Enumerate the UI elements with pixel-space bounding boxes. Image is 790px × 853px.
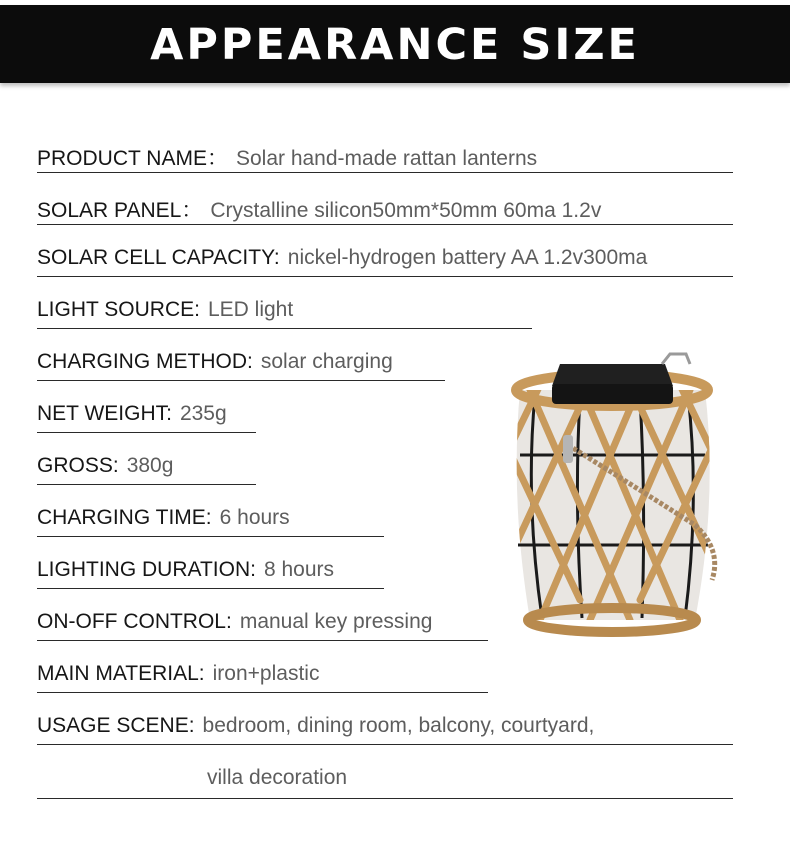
spec-label: SOLAR CELL CAPACITY: — [37, 246, 280, 269]
spec-value: 6 hours — [219, 506, 290, 529]
spec-label: LIGHTING DURATION: — [37, 558, 256, 581]
spec-label: CHARGING TIME: — [37, 506, 212, 529]
rattan-lantern-icon — [490, 350, 750, 660]
spec-value: bedroom, dining room, balcony, courtyard, — [202, 714, 595, 737]
spec-value: iron+plastic — [212, 662, 320, 685]
spec-label: CHARGING METHOD: — [37, 350, 253, 373]
spec-row-charging-method — [37, 350, 445, 381]
spec-label: LIGHT SOURCE: — [37, 298, 200, 321]
spec-label: USAGE SCENE: — [37, 714, 195, 737]
spec-value: manual key pressing — [239, 610, 433, 633]
spec-value: villa decoration — [207, 766, 348, 789]
spec-row-main-material — [37, 662, 488, 693]
spec-value: LED light — [207, 298, 294, 321]
spec-row-light-source — [37, 298, 532, 329]
spec-row-net-weight — [37, 402, 256, 433]
spec-row-usage-scene — [37, 714, 733, 745]
spec-value: 380g — [126, 454, 174, 477]
spec-row-on-off-control — [37, 610, 488, 641]
spec-value: 8 hours — [263, 558, 334, 581]
spec-row-solar-panel — [37, 194, 733, 225]
spec-label: GROSS: — [37, 454, 119, 477]
spec-label: SOLAR PANEL： — [37, 199, 203, 222]
spec-row-gross — [37, 454, 256, 485]
spec-row-lighting-duration — [37, 558, 384, 589]
page-title: APPEARANCE SIZE — [150, 20, 640, 70]
spec-value: 235g — [179, 402, 227, 425]
spec-row-product-name — [37, 142, 733, 173]
spec-row-solar-cell-capacity — [37, 246, 733, 277]
spec-value: Crystalline silicon50mm*50mm 60ma 1.2v — [210, 199, 602, 222]
spec-value: Solar hand-made rattan lanterns — [235, 147, 538, 170]
spec-row-usage-scene-continued — [37, 764, 733, 799]
spec-label: MAIN MATERIAL: — [37, 662, 205, 685]
spec-value: nickel-hydrogen battery AA 1.2v300ma — [287, 246, 648, 269]
spec-value: solar charging — [260, 350, 393, 373]
spec-label: ON-OFF CONTROL: — [37, 610, 232, 633]
header-banner — [0, 5, 790, 83]
spec-row-charging-time — [37, 506, 384, 537]
spec-label: NET WEIGHT: — [37, 402, 172, 425]
spec-label: PRODUCT NAME： — [37, 147, 228, 170]
